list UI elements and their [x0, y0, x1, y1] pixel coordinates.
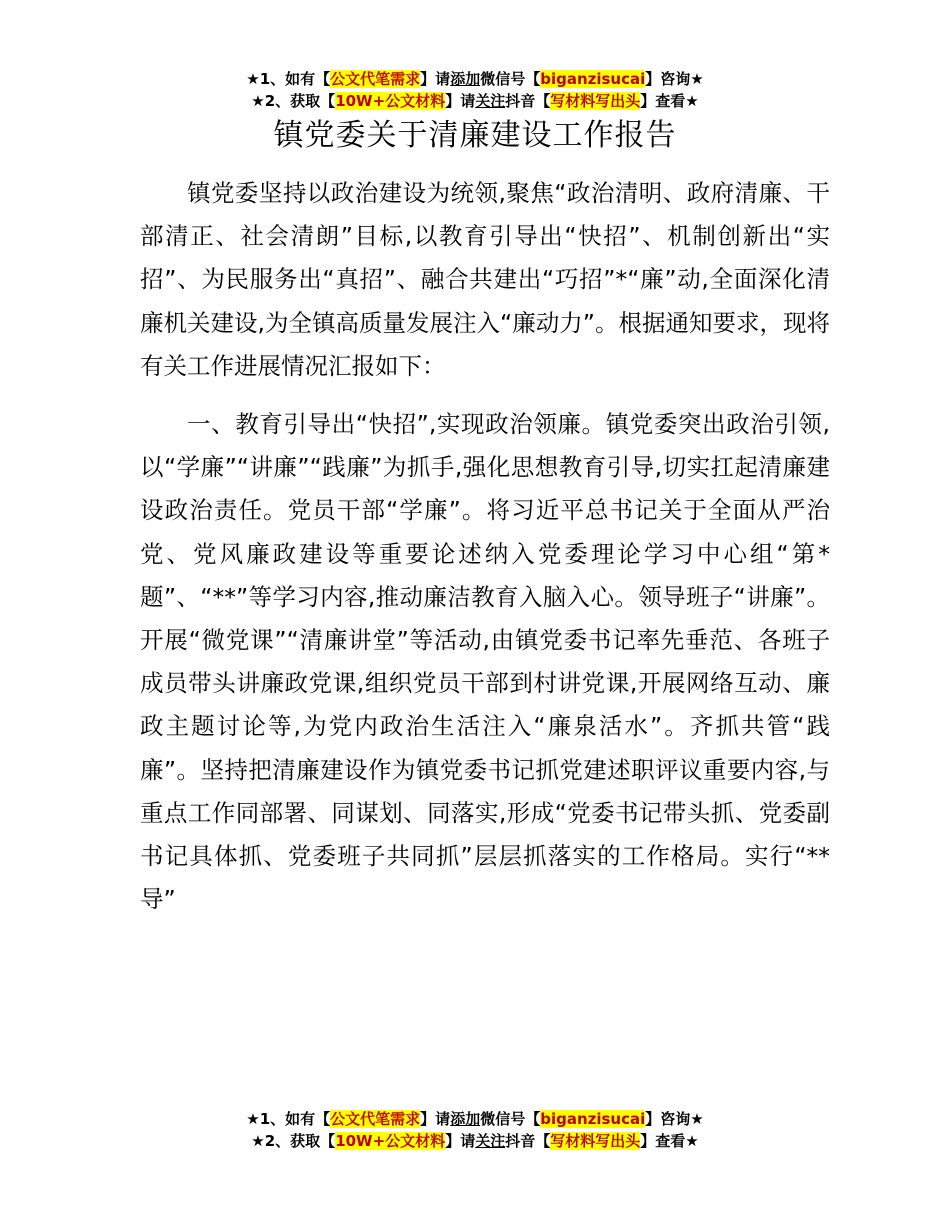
document-body	[140, 172, 830, 921]
banner-text: 】请	[420, 70, 451, 88]
banner-text: 】请	[420, 1110, 451, 1128]
banner-line-2	[0, 1130, 950, 1152]
paragraph-intro: 镇党委坚持以政治建设为统领,聚焦“政治清明、政府清廉、干部清正、社会清朗”目标,以教育引导出“快招”、机制创新出“实招”、为民服务出“真招”、融合共建出“巧招”*“廉”动,全面深化清廉机关建设,为全镇高质量发展注入“廉动力”。根据通知要求，现将有关工作进展情况汇报如下：	[140, 179, 830, 380]
banner-highlight: 公文代笔需求	[330, 1110, 421, 1128]
top-banner	[0, 68, 950, 112]
banner-text: 】请	[445, 1132, 476, 1150]
paragraph-section-1: 一、教育引导出“快招”,实现政治领廉。镇党委突出政治引领,以“学廉”“讲廉”“践廉”为抓手,强化思想教育引导,切实扛起清廉建设政治责任。党员干部“学廉”。将习近平总书记关于全面从严治党、党风廉政建设等重要论述纳入党委理论学习中心组“第*题”、“**”等学习内容,推动廉洁教育入脑入心。领导班子“讲廉”。开展“微党课”“清廉讲堂”等活动,由镇党委书记率先垂范、各班子成员带头讲廉政党课,组织党员干部到村讲党课,开展网络互动、廉政主题讨论等,为党内政治生活注入“廉泉活水”。齐抓共管“践廉”。坚持把清廉建设作为镇党委书记抓党建述职评议重要内容,与重点工作同部署、同谋划、同落实,形成“党委书记带头抓、党委副书记具体抓、党委班子共同抓”层层抓落实的工作格局。实行“**导”	[140, 410, 830, 914]
banner-text: 抖音【	[505, 1132, 551, 1150]
banner-text: 】请	[445, 92, 476, 110]
banner-text: 】查看★	[640, 92, 699, 110]
banner-text: 】咨询★	[645, 70, 704, 88]
banner-highlight: 写材料写出头	[550, 92, 641, 110]
banner-text: 】咨询★	[645, 1110, 704, 1128]
banner-line-2	[0, 90, 950, 112]
banner-text: ★2、获取【	[251, 92, 336, 110]
banner-highlight: 10W+公文材料	[335, 92, 446, 110]
banner-text: ★2、获取【	[251, 1132, 336, 1150]
banner-highlight: 10W+公文材料	[335, 1132, 446, 1150]
banner-highlight: 公文代笔需求	[330, 70, 421, 88]
banner-underlined: 添加	[450, 70, 481, 88]
banner-highlight: biganzisucai	[540, 1110, 646, 1128]
banner-underlined: 关注	[475, 92, 506, 110]
banner-underlined: 关注	[475, 1132, 506, 1150]
banner-text: 】查看★	[640, 1132, 699, 1150]
banner-line-1	[0, 1108, 950, 1130]
banner-highlight: 写材料写出头	[550, 1132, 641, 1150]
banner-text: ★1、如有【	[246, 1110, 331, 1128]
banner-text: 微信号【	[480, 1110, 541, 1128]
document-title: 镇党委关于清廉建设工作报告	[273, 118, 677, 153]
banner-text: ★1、如有【	[246, 70, 331, 88]
banner-text: 微信号【	[480, 70, 541, 88]
bottom-banner	[0, 1108, 950, 1152]
banner-highlight: biganzisucai	[540, 70, 646, 88]
banner-line-1	[0, 68, 950, 90]
banner-text: 抖音【	[505, 92, 551, 110]
banner-underlined: 添加	[450, 1110, 481, 1128]
